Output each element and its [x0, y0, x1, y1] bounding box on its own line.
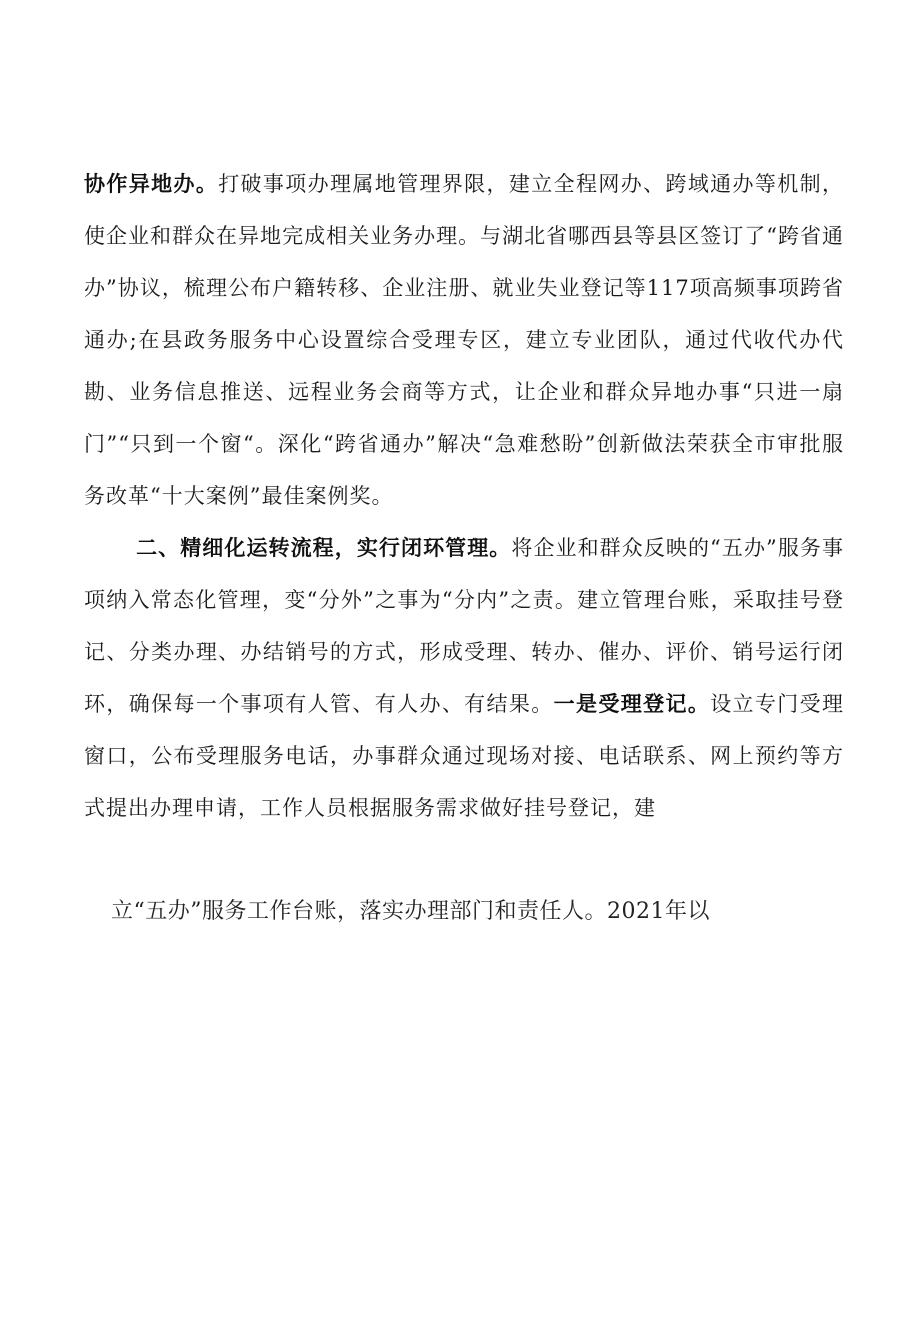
paragraph-closed-loop-management [84, 522, 844, 834]
cropped-text-fragment: 立“五办”服务工作台账，落实办理部门和责任人。2021年以 [111, 899, 710, 923]
sub-point-heading: 一是受理登记。 [553, 692, 711, 716]
sub-point-body-text: 设立专门受理窗口，公布受理服务电话，办事群众通过现场对接、电话联系、网上预约等方式提出办理申请，工作人员根据服务需求做好挂号登记，建 [84, 692, 845, 820]
paragraph-body-text: 将企业和群众反映的“五办”服务事项纳入常态化管理，变“分外”之事为“分内”之责。建立管理台账，采取挂号登记、分类办理、办结销号的方式，形成受理、转办、催办、评价、销号运行闭环，确保每一个事项有人管、有人办、有结果。 [84, 536, 844, 716]
paragraph-cross-region-handling [84, 158, 844, 522]
section-heading: 二、精细化运转流程，实行闭环管理。 [136, 536, 512, 560]
paragraph-lead-heading: 协作异地办。 [84, 172, 219, 196]
paragraph-body-text: 打破事项办理属地管理界限，建立全程网办、跨域通办等机制，使企业和群众在异地完成相关业务办理。与湖北省哪西县等县区签订了“跨省通办”协议，梳理公布户籍转移、企业注册、就业失业登记等117项高频事项跨省通办;在县政务服务中心设置综合受理专区，建立专业团队，通过代收代办代勘、业务信息推送、远程业务会商等方式，让企业和群众异地办事“只进一扇门”“只到一个窗“。深化“跨省通办”解决“急难愁盼”创新做法荣获全市审批服务改革“十大案例”最佳案例奖。 [84, 172, 845, 508]
